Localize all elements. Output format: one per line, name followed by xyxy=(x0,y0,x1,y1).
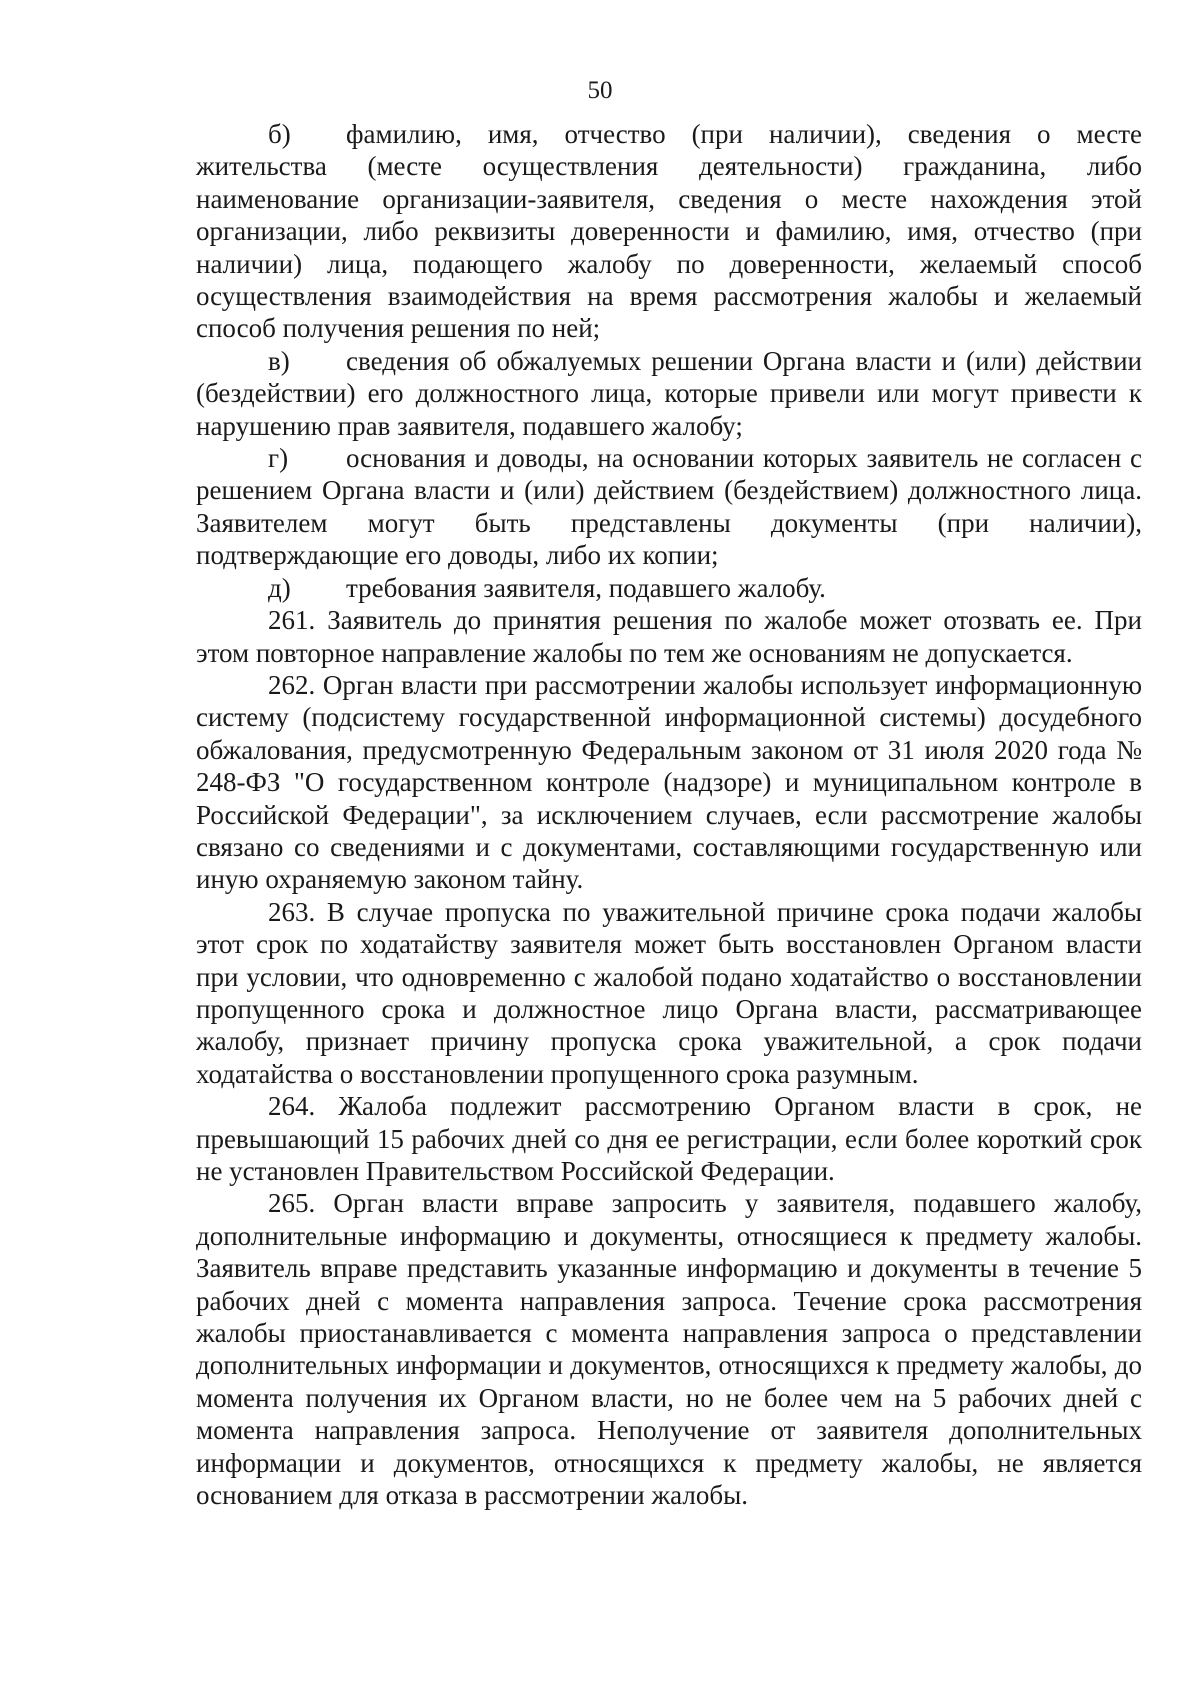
paragraph-262: 262. Орган власти при рассмотрении жалобы использует информационную систему (подсистему государственной информационной системы) досудебного обжалования, предусмотренную Федеральным законом от 31 июля 2020 года № 248-ФЗ "О государственном контроле (надзоре) и муниципальном контроле в Российской Федерации", за исключением случаев, если рассмотрение жалобы связано со сведениями и с документами, составляющими государственную или иную охраняемую законом тайну. xyxy=(196,669,1142,895)
list-item-d xyxy=(196,572,1142,604)
paragraph-265: 265. Орган власти вправе запросить у заявителя, подавшего жалобу, дополнительные информацию и документы, относящиеся к предмету жалобы. Заявитель вправе представить указанные информацию и документы в течение 5 рабочих дней с момента направления запроса. Течение срока рассмотрения жалобы приостанавливается с момента направления запроса о представлении дополнительных информации и документов, относящихся к предмету жалобы, до момента получения их Органом власти, но не более чем на 5 рабочих дней с момента направления запроса. Неполучение от заявителя дополнительных информации и документов, относящихся к предмету жалобы, не является основанием для отказа в рассмотрении жалобы. xyxy=(196,1188,1142,1511)
list-item-v xyxy=(196,345,1142,442)
paragraph-261: 261. Заявитель до принятия решения по жалобе может отозвать ее. При этом повторное направление жалобы по тем же основаниям не допускается. xyxy=(196,605,1142,668)
page-number: 50 xyxy=(587,77,613,104)
paragraph-264: 264. Жалоба подлежит рассмотрению Органом власти в срок, не превышающий 15 рабочих дней со дня ее регистрации, если более короткий срок не установлен Правительством Российской Федерации. xyxy=(196,1091,1142,1186)
item-marker: в) xyxy=(268,345,290,376)
paragraph-text: требования заявителя, подавшего жалобу. xyxy=(346,572,826,603)
paragraph-text: сведения об обжалуемых решении Органа власти и (или) действии (бездействии) его должностного лица, которые привели или могут привести к нарушению прав заявителя, подавшего жалобу; xyxy=(196,345,1142,441)
paragraph-text: фамилию, имя, отчество (при наличии), сведения о месте жительства (месте осуществления деятельности) гражданина, либо наименование организации-заявителя, сведения о месте нахождения этой организации, либо реквизиты доверенности и фамилию, имя, отчество (при наличии) лица, подающего жалобу по доверенности, желаемый способ осуществления взаимодействия на время рассмотрения жалобы и желаемый способ получения решения по ней; xyxy=(196,119,1142,344)
item-marker: б) xyxy=(268,119,291,149)
paragraph-text: основания и доводы, на основании которых заявитель не согласен с решением Органа власти и (или) действием (бездействием) должностного лица. Заявителем могут быть представлены документы (при наличии), подтверждающие его доводы, либо их копии; xyxy=(196,443,1142,571)
item-marker: д) xyxy=(268,572,291,603)
paragraph-263: 263. В случае пропуска по уважительной причине срока подачи жалобы этот срок по ходатайству заявителя может быть восстановлен Органом власти при условии, что одновременно с жалобой подано ходатайство о восстановлении пропущенного срока и должностное лицо Органа власти, рассматривающее жалобу, признает причину пропуска срока уважительной, а срок подачи ходатайства о восстановлении пропущенного срока разумным. xyxy=(196,896,1142,1089)
list-item-b xyxy=(196,118,1142,345)
item-marker: г) xyxy=(268,443,289,474)
list-item-g xyxy=(196,442,1142,572)
document-body xyxy=(196,118,1142,1511)
